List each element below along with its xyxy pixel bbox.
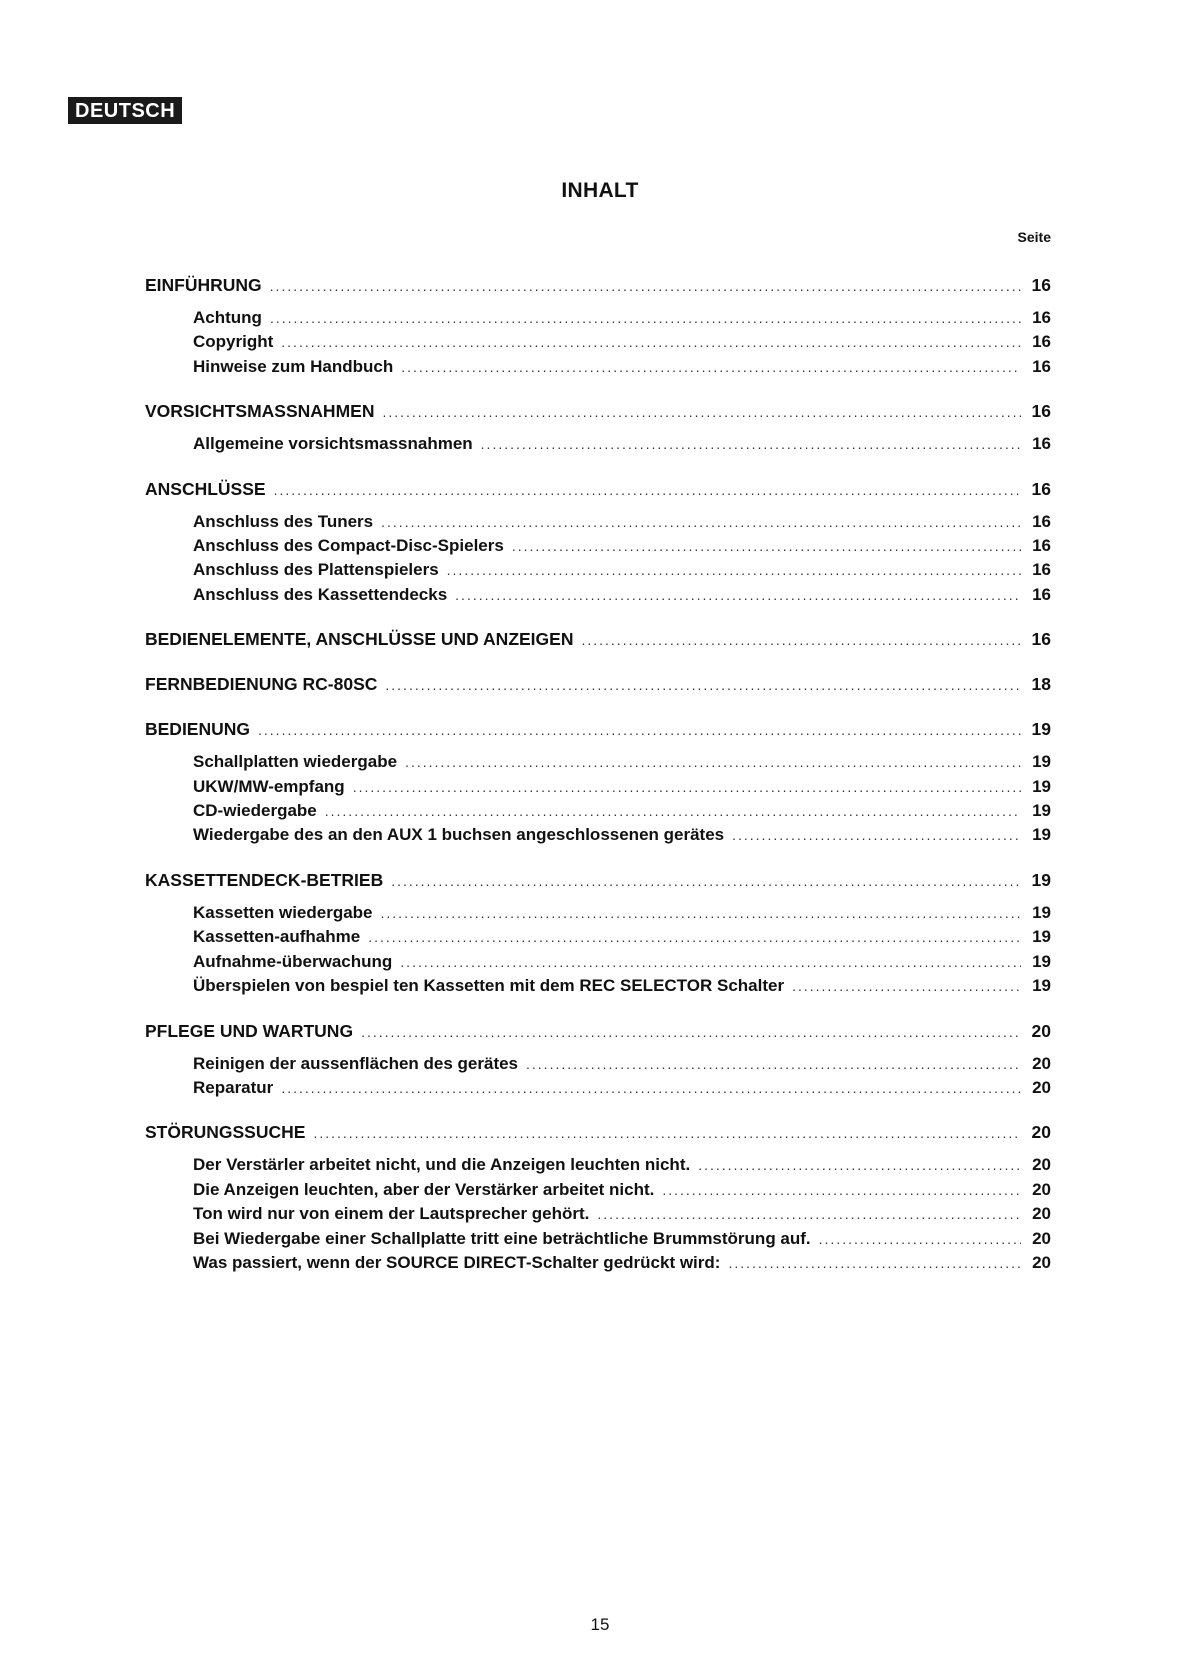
- toc-entry-page: 16: [1032, 536, 1051, 556]
- toc-entry-page: 20: [1032, 1179, 1051, 1199]
- toc-entry-label: Allgemeine vorsichtsmassnahmen: [193, 434, 473, 454]
- dot-leader: [382, 401, 1021, 424]
- toc-entry-page: 19: [1032, 902, 1051, 922]
- toc-entry: [145, 1153, 1051, 1177]
- dot-leader: [270, 275, 1021, 298]
- toc-entry-label: Copyright: [193, 332, 274, 352]
- toc-entry-page: 20: [1032, 1053, 1051, 1073]
- dot-leader: [368, 926, 1021, 949]
- toc-entry-page: 19: [1032, 776, 1051, 796]
- toc-entry-page: 16: [1032, 560, 1051, 580]
- toc-section-heading-label: STÖRUNGSSUCHE: [145, 1122, 306, 1143]
- toc-entry: [145, 1251, 1051, 1275]
- toc-entry: [145, 432, 1051, 456]
- toc-entry: [145, 306, 1051, 330]
- toc-entry: [145, 974, 1051, 998]
- toc-entry-label: Die Anzeigen leuchten, aber der Verstärker arbeitet nicht.: [193, 1179, 655, 1199]
- dot-leader: [313, 1122, 1021, 1145]
- toc-entry-label: Bei Wiedergabe einer Schallplatte tritt eine beträchtliche Brummstörung auf.: [193, 1228, 811, 1248]
- dot-leader: [597, 1203, 1021, 1226]
- toc-entry-label: Anschluss des Kassettendecks: [193, 584, 448, 604]
- dot-leader: [270, 307, 1021, 330]
- toc-section: [145, 478, 1051, 608]
- dot-leader: [447, 559, 1021, 582]
- toc-entry-page: 20: [1032, 1252, 1051, 1272]
- dot-leader: [281, 331, 1021, 354]
- dot-leader: [401, 356, 1021, 379]
- toc-entry: [145, 775, 1051, 799]
- toc-entry-label: Reparatur: [193, 1077, 274, 1097]
- toc-entry-page: 19: [1032, 825, 1051, 845]
- toc-entry-label: Reinigen der aussenflächen des gerätes: [193, 1053, 519, 1073]
- toc-section-heading-page: 19: [1031, 869, 1051, 890]
- toc-section: [145, 869, 1051, 999]
- toc-entry: [145, 799, 1051, 823]
- toc-entry: [145, 1178, 1051, 1202]
- dot-leader: [325, 800, 1021, 823]
- toc-entry: [145, 925, 1051, 949]
- toc-section: [145, 628, 1051, 652]
- toc-section-heading-label: PFLEGE UND WARTUNG: [145, 1020, 354, 1041]
- toc-section-heading: [145, 718, 1051, 742]
- toc-entry-label: Anschluss des Tuners: [193, 511, 374, 531]
- toc-entry-page: 16: [1032, 332, 1051, 352]
- dot-leader: [581, 629, 1021, 652]
- dot-leader: [732, 824, 1021, 847]
- page-title: INHALT: [561, 179, 639, 202]
- toc-section-heading-label: KASSETTENDECK-BETRIEB: [145, 869, 384, 890]
- toc-entry-label: Der Verstärler arbeitet nicht, und die Anzeigen leuchten nicht.: [193, 1155, 691, 1175]
- dot-leader: [381, 902, 1021, 925]
- toc-section-heading-label: BEDIENELEMENTE, ANSCHLÜSSE UND ANZEIGEN: [145, 629, 574, 650]
- table-of-contents: [145, 274, 1051, 1296]
- toc-entry-label: UKW/MW-empfang: [193, 776, 345, 796]
- dot-leader: [281, 1077, 1021, 1100]
- toc-section-heading: [145, 1121, 1051, 1145]
- toc-section-heading-page: 18: [1031, 674, 1051, 695]
- toc-section-heading-page: 16: [1031, 275, 1051, 295]
- toc-entry: [145, 534, 1051, 558]
- toc-entry-label: Schallplatten wiedergabe: [193, 752, 398, 772]
- dot-leader: [353, 776, 1021, 799]
- toc-section-heading: [145, 478, 1051, 502]
- toc-entry-page: 16: [1032, 434, 1051, 454]
- dot-leader: [455, 584, 1021, 607]
- toc-section-heading-label: FERNBEDIENUNG RC-80SC: [145, 674, 378, 695]
- toc-section-heading: [145, 673, 1051, 697]
- toc-entry: [145, 823, 1051, 847]
- toc-entry-label: Anschluss des Plattenspielers: [193, 560, 439, 580]
- dot-leader: [728, 1252, 1021, 1275]
- toc-section-heading-page: 19: [1031, 719, 1051, 740]
- toc-entry-label: Aufnahme-überwachung: [193, 951, 393, 971]
- toc-entry: [145, 510, 1051, 534]
- toc-section: [145, 274, 1051, 379]
- toc-section-heading: [145, 1020, 1051, 1044]
- toc-entry: [145, 1227, 1051, 1251]
- toc-entry-page: 19: [1032, 951, 1051, 971]
- toc-entry-page: 20: [1032, 1155, 1051, 1175]
- toc-entry-page: 16: [1032, 308, 1051, 327]
- toc-entry: [145, 901, 1051, 925]
- toc-section-heading: [145, 274, 1051, 298]
- dot-leader: [481, 433, 1021, 456]
- toc-section-heading-page: 16: [1031, 629, 1051, 650]
- toc-entry-page: 16: [1032, 356, 1051, 376]
- toc-entry: [145, 750, 1051, 774]
- toc-entry: [145, 950, 1051, 974]
- toc-entry-label: Kassetten wiedergabe: [193, 902, 373, 922]
- toc-section: [145, 1020, 1051, 1101]
- dot-leader: [698, 1154, 1021, 1177]
- page-number: 15: [590, 1615, 610, 1634]
- toc-section-heading: [145, 400, 1051, 424]
- toc-entry-page: 19: [1032, 752, 1051, 772]
- toc-section-heading-label: ANSCHLÜSSE: [145, 478, 266, 499]
- toc-entry-page: 19: [1032, 801, 1051, 821]
- toc-entry-label: Achtung: [193, 308, 262, 327]
- toc-entry: [145, 558, 1051, 582]
- toc-entry: [145, 1202, 1051, 1226]
- toc-section-heading-label: BEDIENUNG: [145, 719, 251, 740]
- toc-section: [145, 1121, 1051, 1275]
- toc-section: [145, 673, 1051, 697]
- toc-entry-label: Ton wird nur von einem der Lautsprecher gehört.: [193, 1204, 590, 1224]
- dot-leader: [361, 1021, 1021, 1044]
- toc-entry-label: Anschluss des Compact-Disc-Spielers: [193, 536, 504, 556]
- toc-entry-page: 19: [1032, 976, 1051, 996]
- toc-entry-label: Kassetten-aufhahme: [193, 927, 361, 947]
- toc-section-heading-page: 16: [1031, 478, 1051, 499]
- toc-entry-page: 20: [1032, 1228, 1051, 1248]
- toc-section-heading-label: EINFÜHRUNG: [145, 275, 262, 295]
- toc-entry: [145, 330, 1051, 354]
- toc-entry-page: 16: [1032, 584, 1051, 604]
- toc-entry-label: CD-wiedergabe: [193, 801, 317, 821]
- toc-entry-label: Hinweise zum Handbuch: [193, 356, 394, 376]
- toc-entry-page: 16: [1032, 511, 1051, 531]
- dot-leader: [381, 511, 1021, 534]
- dot-leader: [385, 674, 1021, 697]
- toc-section-heading-page: 20: [1031, 1122, 1051, 1143]
- toc-entry-page: 19: [1032, 927, 1051, 947]
- toc-entry-page: 20: [1032, 1077, 1051, 1097]
- toc-section: [145, 718, 1051, 848]
- dot-leader: [400, 951, 1021, 974]
- toc-entry: [145, 1076, 1051, 1100]
- toc-section-heading-label: VORSICHTSMASSNAHMEN: [145, 401, 375, 422]
- toc-section-heading: [145, 869, 1051, 893]
- dot-leader: [258, 719, 1021, 742]
- language-tag: DEUTSCH: [68, 97, 182, 124]
- dot-leader: [819, 1228, 1021, 1251]
- toc-entry: [145, 355, 1051, 379]
- dot-leader: [526, 1053, 1021, 1076]
- toc-entry: [145, 1052, 1051, 1076]
- dot-leader: [391, 870, 1021, 893]
- dot-leader: [512, 535, 1021, 558]
- dot-leader: [274, 479, 1021, 502]
- dot-leader: [405, 751, 1021, 774]
- toc-entry-label: Überspielen von bespiel ten Kassetten mit dem REC SELECTOR Schalter: [193, 976, 785, 996]
- toc-entry-label: Wiedergabe des an den AUX 1 buchsen angeschlossenen gerätes: [193, 825, 725, 845]
- dot-leader: [792, 975, 1021, 998]
- toc-section-heading-page: 16: [1031, 401, 1051, 422]
- dot-leader: [662, 1179, 1021, 1202]
- toc-section-heading: [145, 628, 1051, 652]
- page-column-label: Seite: [1017, 229, 1051, 245]
- toc-entry-page: 20: [1032, 1204, 1051, 1224]
- toc-entry-label: Was passiert, wenn der SOURCE DIRECT-Schalter gedrückt wird:: [193, 1252, 721, 1272]
- toc-entry: [145, 583, 1051, 607]
- toc-section: [145, 400, 1051, 456]
- toc-section-heading-page: 20: [1031, 1020, 1051, 1041]
